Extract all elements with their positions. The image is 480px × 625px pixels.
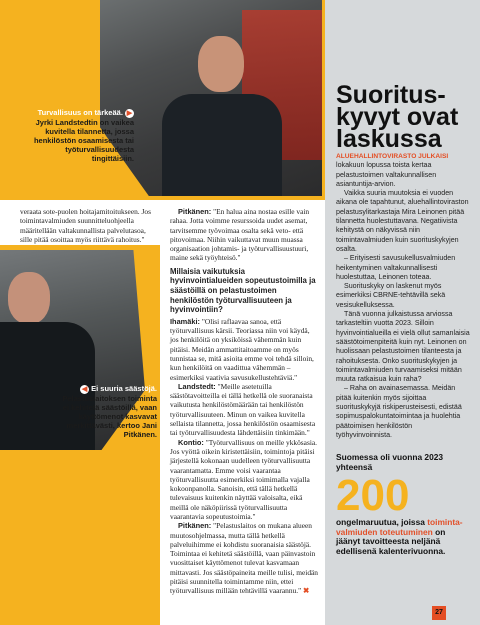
paragraph <box>170 317 318 382</box>
stat-text: ongelmaruutua, joissa <box>336 517 428 528</box>
middle-column <box>170 207 318 596</box>
sidebar-paragraph: Vaikka suuria muutoksia ei vuoden aikana ole tapahtunut, aluehallintoviraston pelastusylitarkastaja Mira Leinonen pitää tilannetta huolestuttavana. Negatiivista kehitystä on näkyvissä niin toimintavalmiuden kuin suorituskykyjen osalta. <box>336 189 469 253</box>
paragraph-text: "Meille asetetuilla säästötavoitteilla ei tällä hetkellä ole suoranaista vaikutusta henkilöstömäärään tai henkilöstön työturvallisuuteen. Minun on vaikea kuvitella sellaista tilannetta, jossa henkilöstön osaamisesta tai työturvallisuudesta lähdettäisiin tinkimään." <box>170 381 316 438</box>
top-photo-caption <box>24 108 134 164</box>
paragraph <box>170 382 318 438</box>
paragraph <box>170 438 318 522</box>
end-mark-icon: ✖ <box>302 586 310 596</box>
speaker-name: Landstedt: <box>178 381 216 391</box>
sidebar-paragraph: – Raha on avainasemassa. Meidän pitää kuitenkin myös sijoittaa suorituskykyjä riskiperusteisesti, edistää sopimuspalokuntatoimintaa ja huolehtia päätoimisen henkilöstön työhyvinvoinnista. <box>336 384 462 439</box>
paragraph-text: "Olisi raflaavaa sanoa, että työturvallisuus kärsii. Teoriassa niin voi käydä, jos henkilöitä on yksiköissä vähemmän kuin pitäisi. Meidän ammattitaitoamme on myös tunnistaa se, mitä asioita emme voi tehdä silloin, kun henkilöitä on vaadittua vähemmän – esimerkiksi vaativia savusukellustehtäviä." <box>170 316 314 382</box>
stat-highlight: toiminta-valmiuden toteutuminen <box>336 517 463 537</box>
arrow-right-icon: ▶ <box>126 109 133 117</box>
speaker-name: Ihamäki: <box>170 316 200 326</box>
paragraph <box>170 207 318 263</box>
paragraph-text: "En halua aina nostaa esille vain rahaa. Jotta voimme resurssoida uudet asemat, tarvitsemme työvoimaa osalta sekä veto- että pitovoimaa. Niihin vaikuttavat muun muassa organisaation johtamis- ja työturvallisuustuuri, maine sekä työyhteisö." <box>170 207 310 263</box>
paragraph <box>170 521 318 595</box>
speaker-name: Kontio: <box>178 437 204 447</box>
paragraph-text: lokakuun lopussa toista kertaa pelastustoimen valtakunnallisen asiantuntija-arvion. <box>336 161 437 188</box>
caption-text: Jyrki Landstedtin on vaikea kuvitella tilannetta, jossa henkilöstön osaamisesta tai työturvallisuudesta tingittäisiin. <box>33 117 134 164</box>
stat-description <box>336 518 470 556</box>
paragraph-text: "Pelastuslaitos on mukana alueen muutosohjelmassa, mutta tällä hetkellä palveluihimme ei kohdistu suoranaisia säästöjä. Toimintaa ei kehitetä säästöillä, vaan päinvastoin vuosittaiset käyttömenot tulevat kasvamaan mittavasti. Jos säästöpaineita meille tulisi, meidän pitäisi suunnitella toimintamme niin, ettei työturvallisuus millään tehtävillä vaarannu." <box>170 521 318 596</box>
sidebar-paragraph: Suorituskyky on laskenut myös esimerkiksi CBRNE-tehtävillä sekä vesisukelluksessa. <box>336 282 446 309</box>
subheading: Millaisia vaikutuksia hyvinvointialueiden sopeutustoimilla ja säästöillä on pelastustoimen henkilöstön työturvallisuuteen ja hyvinvointiin? <box>170 266 316 315</box>
caption-highlight: Ei suuria säästöjä. <box>91 384 157 393</box>
person-uniform <box>162 94 282 196</box>
caption-highlight: Turvallisuus on tärkeää. <box>37 108 123 117</box>
stat-intro: Suomessa oli vuonna 2023 yhteensä <box>336 452 444 472</box>
stat-number: 200 <box>336 471 410 521</box>
stat-callout <box>336 453 470 557</box>
page-number: 27 <box>432 606 446 620</box>
bottom-photo-caption <box>60 384 157 440</box>
speaker-name: Pitkänen: <box>178 207 212 216</box>
caption-text: Pelastuslaitoksen toiminta ei kehitetä säästöillä, vaan käyttömenot kasvavat merkittävästi, kertoo Jani Pitkänen. <box>62 393 157 440</box>
sidebar-paragraph <box>336 152 470 189</box>
sidebar-paragraph: – Erityisesti savusukellusvalmiuden heikentyminen valtakunnallisesti huolestuttaa, Leinonen toteaa. <box>336 254 456 281</box>
arrow-left-icon: ◀ <box>81 385 88 393</box>
sidebar-byline: ALUEHALLINTOVIRASTO JULKAISI <box>336 153 449 160</box>
paragraph-text: "Työturvallisuus on meille ykkösasia. Jos vyöttä oikein kiristettäisiin, toimintoja pitäisi järjestellä kokonaan uudelleen työturvallisuutta vaarantamatta. Emme voisi vaarantaa työturvallisuutta esimerkiksi toimimalla vajalla kokoonpanolla. Sanoisin, että tällä hetkellä tulevaisuus kuitenkin näyttää valoisalta, eikä meillä ole näköpiirissä työturvallisuutta vaarantavia sopeutustoimia." <box>170 437 317 521</box>
person-figure <box>162 24 282 196</box>
photo-jyrki-landstedt <box>100 0 322 196</box>
sidebar-paragraph: Tänä vuonna julkaistussa arviossa tarkasteltiin vuotta 2023. Silloin hyvinvointialueilla ei vielä ollut samanlaisia säästötoimenpiteitä kuin nyt. Leinonen on huolissaan pelastustoimen tilanteesta ja rahoituksesta. Onko suorituskykyjen ja toimintavalmiuden turvaamiseksi mitään muuta ratkaisua kuin raha? <box>336 310 470 384</box>
speaker-name: Pitkänen: <box>178 521 212 531</box>
left-paragraph: veraata sote-puolen hoitajamitoitukseen. Jos toimintavalmiuden suunnitteluohjeella määritellään valtakunnallista palvelutasoa, sille pitää osoittaa myös riittävä rahoitus." <box>20 207 151 244</box>
sidebar-body <box>336 152 470 440</box>
person-head <box>198 36 244 92</box>
person-head <box>8 272 50 324</box>
sidebar-title: Suoritus-kyvyt ovat laskussa <box>336 81 459 153</box>
stat-text: on jäänyt tavoitteesta neljänä edellisenä kalenterivuonna. <box>336 526 446 556</box>
left-column-text <box>20 207 154 244</box>
